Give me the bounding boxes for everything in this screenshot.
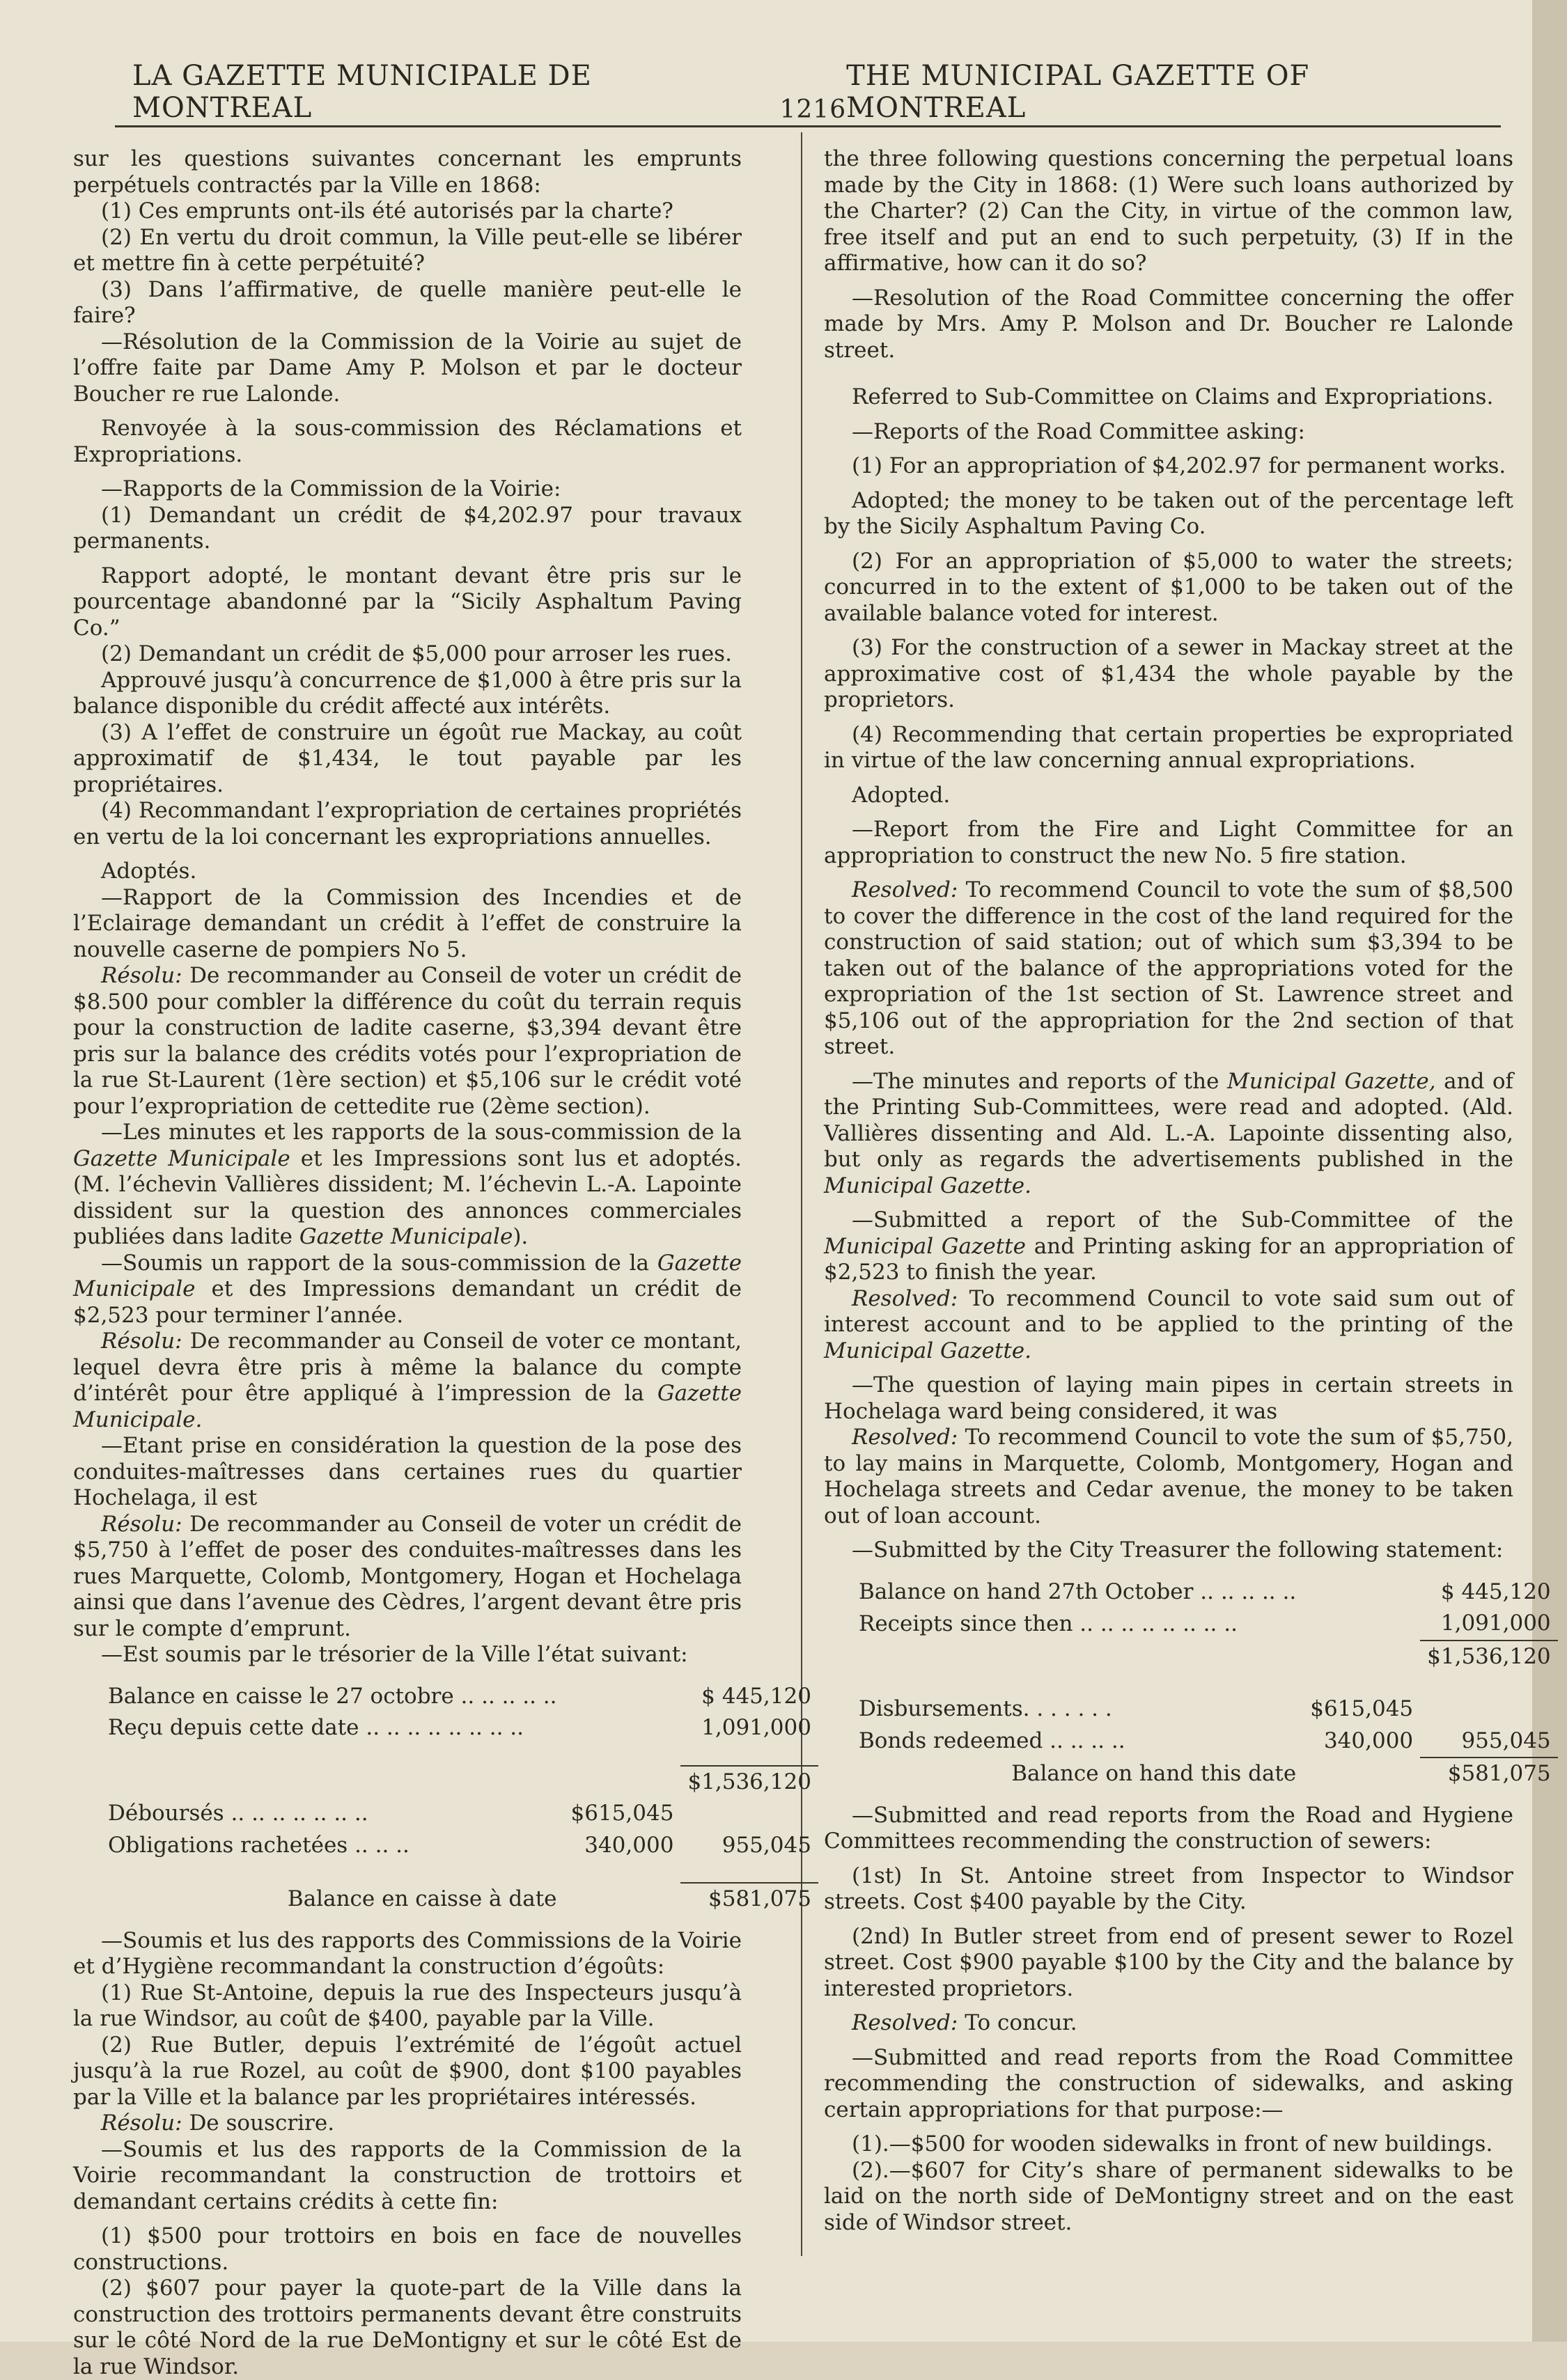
paragraph-text: De recommander au Conseil de voter un crédit de $8.500 pour combler la différence du coût du terrain requis pour la construction de ladite caserne, $3,394 devant être pris sur la balance des crédits votés pour l’expropriation de la rue St-Laurent (1ère section) et $5,106 sur le crédit voté pour l’expropriation de cettedite rue (2ème section). bbox=[73, 963, 742, 1119]
english-column bbox=[824, 146, 1551, 2236]
page-number: 1216 bbox=[779, 95, 847, 124]
statement-row bbox=[101, 1798, 818, 1830]
empty-cell bbox=[1420, 1693, 1558, 1725]
header-french-title: LA GAZETTE MUNICIPALE DE MONTREAL bbox=[132, 60, 592, 124]
paragraph: (2).—$607 for City’s share of permanent sidewalks to be laid on the north side of DeMontigny street and on the east side of Windsor street. bbox=[824, 2157, 1513, 2235]
paragraph bbox=[824, 1425, 1513, 1529]
resolved-label: Resolved: bbox=[852, 2010, 958, 2035]
paragraph-text: To recommend Council to vote the sum of $8,500 to cover the difference in the cost of the land required for the construction of said station; out of which sum $3,394 to be taken out of the balance of the appropriations voted for the expropriation of the 1st section of St. Lawrence street and $5,106 out of the appropriation for the 2nd section of that street. bbox=[824, 877, 1513, 1059]
statement-label: Balance on hand this date bbox=[1011, 1760, 1297, 1786]
statement-row bbox=[101, 1712, 818, 1744]
paragraph bbox=[73, 1512, 742, 1643]
gazette-title: Municipal Gazette. bbox=[824, 1173, 1031, 1198]
statement-total: $1,536,120 bbox=[1420, 1641, 1558, 1673]
paragraph: (2nd) In Butler street from end of present sewer to Rozel street. Cost $900 payable $100 by the City and the balance by interested proprietors. bbox=[824, 1923, 1513, 2001]
treasurer-statement-en bbox=[852, 1576, 1558, 1790]
empty-cell bbox=[680, 1798, 818, 1830]
french-column bbox=[73, 146, 811, 2380]
statement-amount: 1,091,000 bbox=[1440, 1611, 1551, 1636]
text-run: —Soumis un rapport de la sous-commission de la bbox=[101, 1250, 649, 1276]
paragraph: (2) For an appropriation of $5,000 to water the streets; concurred in to the extent of $1,000 to be taken out of the available balance voted for interest. bbox=[824, 548, 1513, 626]
statement-label: Balance on hand 27th October .. .. .. .. .. bbox=[859, 1579, 1297, 1604]
header-rule bbox=[115, 125, 1501, 127]
paragraph: Adopted; the money to be taken out of the percentage left by the Sicily Asphaltum Paving Co. bbox=[824, 487, 1513, 539]
paragraph: Approuvé jusqu’à concurrence de $1,000 à être pris sur la balance disponible du crédit affecté aux intérêts. bbox=[73, 667, 742, 719]
paragraph: Rapport adopté, le montant devant être pris sur le pourcentage abandonné par la “Sicily Asphaltum Paving Co.” bbox=[73, 563, 742, 641]
gazette-title: Gazette Municipale bbox=[73, 1250, 742, 1301]
paragraph: (3) Dans l’affirmative, de quelle manière peut-elle le faire? bbox=[73, 276, 742, 328]
paragraph: —Rapports de la Commission de la Voirie: bbox=[101, 476, 561, 501]
text-run: ). bbox=[513, 1224, 529, 1249]
text-run: et les Impressions sont lus et adoptés. (M. l’échevin Vallières dissident; M. l’échevin L.-A. Lapointe dissident sur la question des annonces commerciales publiées dans ladite bbox=[73, 1145, 742, 1249]
statement-amount: 955,045 bbox=[722, 1832, 811, 1858]
statement-label: Déboursés .. .. .. .. .. .. .. bbox=[108, 1801, 368, 1826]
paragraph-text: To recommend Council to vote the sum of $5,750, to lay mains in Marquette, Colomb, Montgomery, Hogan and Hochelaga streets and Cedar avenue, the money to be taken out of loan account. bbox=[824, 1425, 1513, 1528]
paragraph: (1st) In St. Antoine street from Inspector to Windsor streets. Cost $400 payable by the City. bbox=[824, 1863, 1513, 1914]
statement-amount: $ 445,120 bbox=[1440, 1579, 1551, 1604]
paragraph bbox=[73, 963, 742, 1120]
empty-cell bbox=[1303, 1608, 1420, 1641]
paragraph bbox=[824, 2010, 1513, 2037]
gazette-title: Municipal Gazette bbox=[824, 1233, 1026, 1259]
page-edge bbox=[1532, 0, 1567, 2342]
paragraph: (1).—$500 for wooden sidewalks in front of new buildings. bbox=[852, 2131, 1493, 2156]
paragraph: Renvoyée à la sous-commission des Réclamations et Expropriations. bbox=[73, 416, 742, 467]
resolved-label: Résolu: bbox=[101, 1329, 182, 1354]
text-run: and of the Printing Sub-Committees, were read and adopted. (Ald. Vallières dissenting and Ald. L.-A. Lapointe dissenting also, but only as regards the advertisements published in the bbox=[824, 1068, 1514, 1172]
resolved-label: Résolu: bbox=[101, 2111, 182, 2136]
paragraph: (1) For an appropriation of $4,202.97 for permanent works. bbox=[852, 453, 1506, 478]
paragraph: (2) Demandant un crédit de $5,000 pour arroser les rues. bbox=[101, 641, 732, 666]
paragraph bbox=[824, 1207, 1513, 1286]
paragraph: —The question of laying main pipes in certain streets in Hochelaga ward being considered, it was bbox=[824, 1372, 1513, 1424]
empty-cell bbox=[564, 1766, 681, 1799]
paragraph: —Etant prise en considération la question de la pose des conduites-maîtresses dans certaines rues du quartier Hochelaga, il est bbox=[73, 1433, 742, 1510]
statement-total-row bbox=[852, 1641, 1558, 1673]
empty-cell bbox=[852, 1641, 1303, 1673]
resolved-label: Resolved: bbox=[852, 1285, 958, 1311]
statement-label: Bonds redeemed .. .. .. .. bbox=[859, 1728, 1125, 1753]
paragraph: —Résolution de la Commission de la Voirie au sujet de l’offre faite par Dame Amy P. Molson et par le docteur Boucher re rue Lalonde. bbox=[73, 329, 742, 407]
paragraph: sur les questions suivantes concernant les emprunts perpétuels contractés par la Ville en 1868: bbox=[73, 146, 742, 198]
paragraph bbox=[824, 877, 1513, 1060]
statement-row bbox=[852, 1608, 1558, 1641]
empty-cell bbox=[101, 1766, 564, 1799]
empty-cell bbox=[564, 1712, 681, 1744]
statement-balance-row bbox=[852, 1757, 1558, 1790]
gazette-title: Municipal Gazette. bbox=[824, 1338, 1031, 1363]
paragraph bbox=[73, 1251, 742, 1329]
statement-amount: $ 445,120 bbox=[701, 1683, 811, 1709]
paragraph: (1) $500 pour trottoirs en bois en face de nouvelles constructions. bbox=[73, 2223, 742, 2275]
statement-label: Obligations rachetées .. .. .. bbox=[108, 1832, 410, 1858]
paragraph: (4) Recommending that certain properties be expropriated in virtue of the law concerning annual expropriations. bbox=[824, 721, 1513, 773]
statement-label: Disbursements. . . . . . . bbox=[859, 1696, 1112, 1721]
treasurer-statement-fr bbox=[101, 1681, 818, 1916]
statement-label: Receipts since then .. .. .. .. .. .. .. .. bbox=[859, 1611, 1238, 1636]
spacer-row bbox=[101, 1744, 818, 1766]
paragraph: (2) En vertu du droit commun, la Ville peut-elle se libérer et mettre fin à cette perpétuité? bbox=[73, 224, 742, 276]
resolved-label: Resolved: bbox=[852, 1425, 958, 1450]
text-run: et des Impressions demandant un crédit de $2,523 pour terminer l’année. bbox=[73, 1276, 742, 1328]
empty-cell bbox=[1303, 1576, 1420, 1608]
statement-amount: 1,091,000 bbox=[701, 1715, 811, 1740]
paragraph: (3) For the construction of a sewer in Mackay street at the approximative cost of $1,434 the whole payable by the proprietors. bbox=[824, 635, 1513, 712]
statement-balance: $581,075 bbox=[1420, 1757, 1558, 1790]
paragraph: (1) Ces emprunts ont-ils été autorisés par la charte? bbox=[101, 198, 673, 224]
paragraph bbox=[824, 1069, 1513, 1200]
gazette-title: Gazette Municipale. bbox=[73, 1381, 742, 1432]
paragraph: —Soumis et lus des rapports de la Commission de la Voirie recommandant la construction de trottoirs et demandant certains crédits à cette fin: bbox=[73, 2136, 742, 2214]
paragraph: —Soumis et lus des rapports des Commissions de la Voirie et d’Hygiène recommandant la construction d’égoûts: bbox=[73, 1927, 742, 1979]
empty-cell bbox=[564, 1883, 681, 1916]
paragraph: (1) Demandant un crédit de $4,202.97 pour travaux permanents. bbox=[73, 502, 742, 554]
paragraph-text: To concur. bbox=[965, 2010, 1077, 2035]
gazette-title: Gazette Municipale bbox=[73, 1145, 290, 1171]
statement-row bbox=[101, 1830, 818, 1862]
empty-cell bbox=[1303, 1757, 1420, 1790]
paragraph: (4) Recommandant l’expropriation de certaines propriétés en vertu de la loi concernant les expropriations annuelles. bbox=[73, 798, 742, 850]
resolved-label: Résolu: bbox=[101, 963, 182, 988]
statement-total: $1,536,120 bbox=[680, 1766, 818, 1799]
empty-cell bbox=[564, 1681, 681, 1713]
page-header bbox=[132, 60, 1497, 124]
paragraph: (3) A l’effet de construire un égoût rue Mackay, au coût approximatif de $1,434, le tout payable par les propriétaires. bbox=[73, 719, 742, 797]
text-run: —Submitted a report of the Sub-Committee of the bbox=[852, 1207, 1513, 1232]
paragraph: Adoptés. bbox=[101, 859, 197, 884]
text-run: De recommander au Conseil de voter ce montant, lequel devra être pris à même la balance du compte d’intérêt pour être appliqué à l’impression de la bbox=[73, 1329, 742, 1406]
statement-amount: 955,045 bbox=[1461, 1728, 1551, 1753]
header-english-title: THE MUNICIPAL GAZETTE OF MONTREAL bbox=[846, 60, 1310, 124]
statement-label: Balance en caisse le 27 octobre .. .. .. .. .. bbox=[108, 1683, 557, 1709]
statement-balance: $581,075 bbox=[680, 1883, 818, 1916]
statement-total-row bbox=[101, 1766, 818, 1799]
resolved-label: Resolved: bbox=[852, 877, 958, 902]
statement-amount: 340,000 bbox=[1323, 1728, 1414, 1753]
paragraph bbox=[824, 1286, 1513, 1365]
paragraph bbox=[73, 1120, 742, 1251]
paragraph: —Submitted and read reports from the Road and Hygiene Committees recommending the construction of sewers: bbox=[824, 1802, 1513, 1854]
text-run: —The minutes and reports of the bbox=[852, 1068, 1219, 1094]
paragraph-text: De souscrire. bbox=[189, 2111, 335, 2136]
text-run: and Printing asking for an appropriation of $2,523 to finish the year. bbox=[824, 1233, 1513, 1285]
paragraph: —Reports of the Road Committee asking: bbox=[852, 418, 1305, 444]
empty-cell bbox=[1303, 1641, 1420, 1673]
paragraph: —Report from the Fire and Light Committee for an appropriation to construct the new No. 5 fire station. bbox=[824, 817, 1513, 868]
paragraph: (1) Rue St-Antoine, depuis la rue des Inspecteurs jusqu’à la rue Windsor, au coût de $400, payable par la Ville. bbox=[73, 1980, 742, 2031]
column-divider bbox=[801, 132, 802, 2256]
paragraph: —Submitted and read reports from the Road Committee recommending the construction of sidewalks, and asking certain appropriations for that purpose:— bbox=[824, 2044, 1513, 2122]
paragraph: (2) Rue Butler, depuis l’extrémité de l’égoût actuel jusqu’à la rue Rozel, au coût de $900, dont $100 payables par la Ville et la balance par les propriétaires intéressés. bbox=[73, 2032, 742, 2110]
gazette-title: Gazette Municipale bbox=[299, 1224, 513, 1249]
paragraph: (2) $607 pour payer la quote-part de la Ville dans la construction des trottoirs permanents devant être construits sur le côté Nord de la rue DeMontigny et sur le côté Est de la rue Windsor. bbox=[73, 2276, 742, 2379]
statement-row bbox=[852, 1576, 1558, 1608]
paragraph: —Est soumis par le trésorier de la Ville l’état suivant: bbox=[101, 1642, 688, 1667]
statement-row bbox=[852, 1725, 1558, 1758]
paragraph: Adopted. bbox=[852, 782, 951, 808]
gazette-title: Municipal Gazette, bbox=[1226, 1068, 1436, 1094]
text-run: —Les minutes et les rapports de la sous-commission de la bbox=[101, 1120, 742, 1145]
paragraph: —Submitted by the City Treasurer the following statement: bbox=[852, 1537, 1504, 1563]
statement-amount: 340,000 bbox=[584, 1832, 674, 1858]
text-run: To recommend Council to vote said sum out of interest account and to be applied to the printing of the bbox=[824, 1285, 1513, 1337]
paragraph bbox=[73, 1329, 742, 1433]
paragraph-text: De recommander au Conseil de voter un crédit de $5,750 à l’effet de poser des conduites-maîtresses dans les rues Marquette, Colomb, Montgomery, Hogan et Hochelaga ainsi que dans l’avenue des Cèdres, l’argent devant être pris sur le compte d’emprunt. bbox=[73, 1511, 742, 1641]
paragraph: the three following questions concerning the perpetual loans made by the City in 1868: (1) Were such loans authorized by the Charter? (2) Can the City, in virtue of the common law, free itself and put an end to such perpetuity, (3) If in the affirmative, how can it do so? bbox=[824, 146, 1513, 276]
paragraph: —Rapport de la Commission des Incendies et de l’Eclairage demandant un crédit à l’effet de construire la nouvelle caserne de pompiers No 5. bbox=[73, 884, 742, 962]
statement-balance-row bbox=[101, 1883, 818, 1916]
statement-amount: $615,045 bbox=[570, 1801, 674, 1826]
statement-label: Reçu depuis cette date .. .. .. .. .. .. .. .. bbox=[108, 1715, 524, 1740]
paragraph bbox=[73, 2111, 742, 2137]
paragraph: Referred to Sub-Committee on Claims and Expropriations. bbox=[852, 384, 1494, 409]
statement-row bbox=[101, 1681, 818, 1713]
resolved-label: Résolu: bbox=[101, 1511, 182, 1537]
spacer-row bbox=[101, 1861, 818, 1883]
statement-label: Balance en caisse à date bbox=[287, 1886, 557, 1911]
paragraph: —Resolution of the Road Committee concerning the offer made by Mrs. Amy P. Molson and Dr. Boucher re Lalonde street. bbox=[824, 285, 1513, 363]
statement-amount: $615,045 bbox=[1310, 1696, 1414, 1721]
statement-row bbox=[852, 1693, 1558, 1725]
spacer-row bbox=[852, 1673, 1558, 1693]
